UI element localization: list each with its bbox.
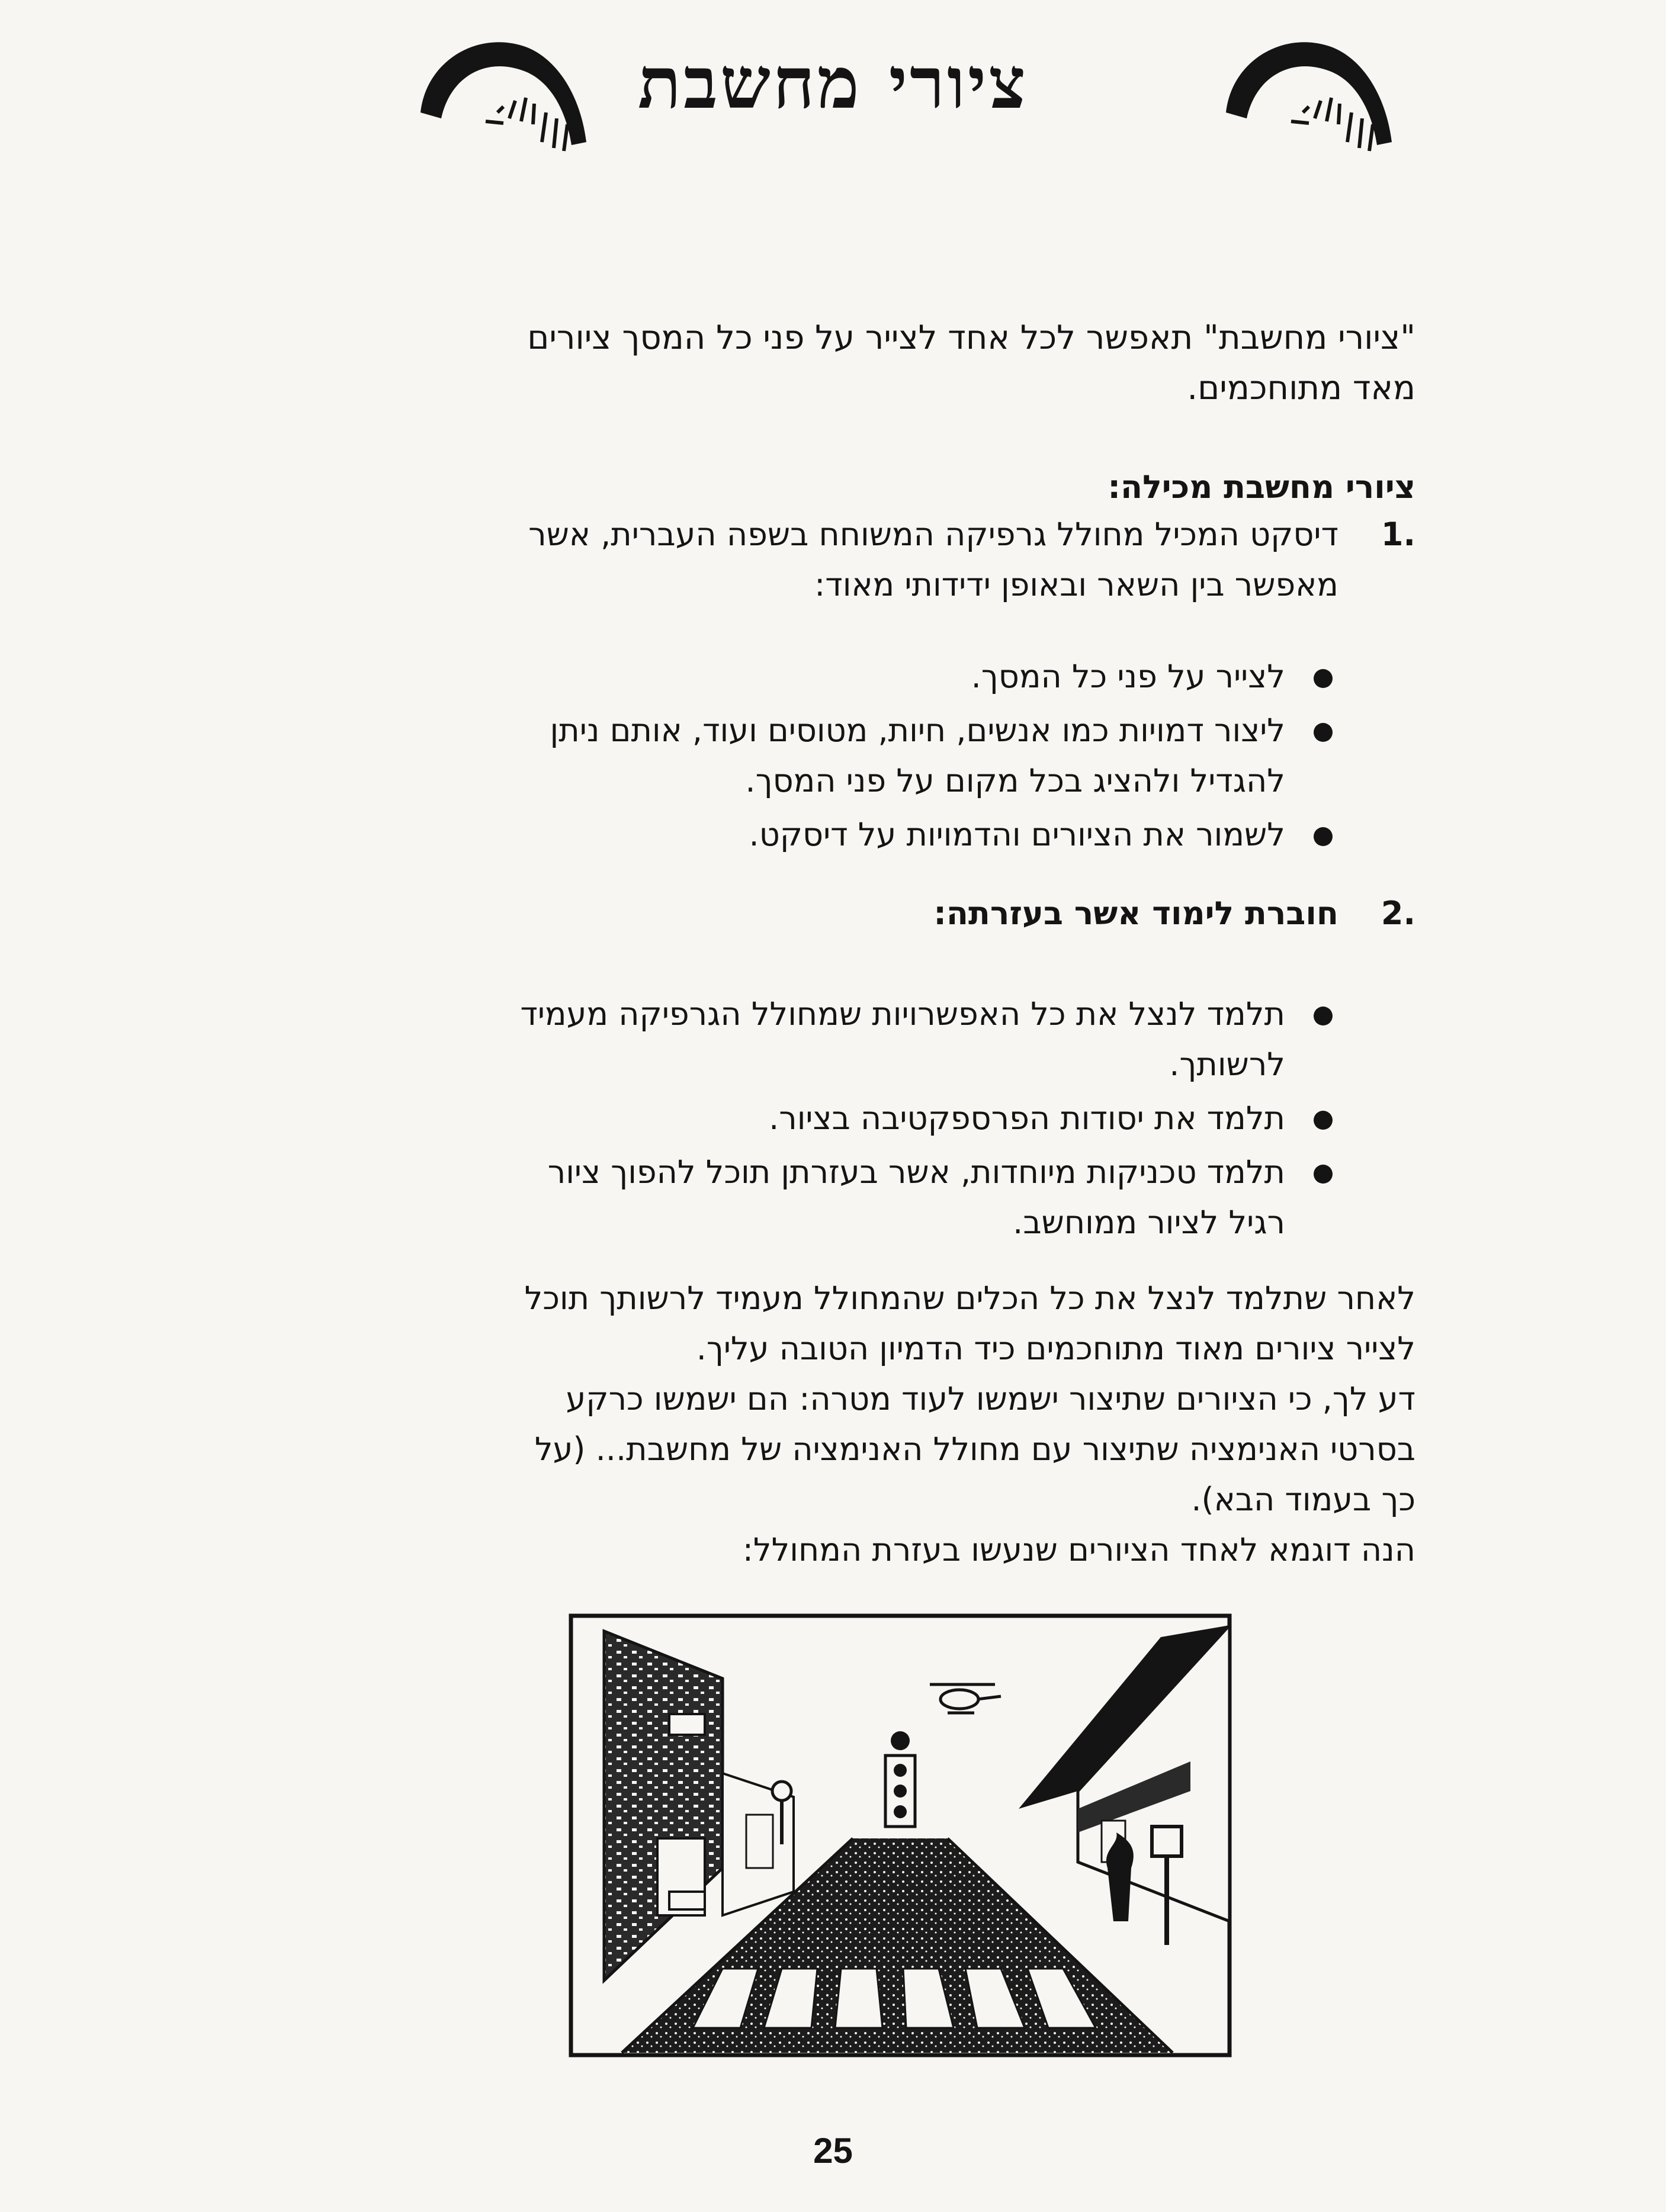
- bullet-icon: [1314, 1165, 1333, 1184]
- bullet-icon: [1314, 827, 1333, 846]
- item-text: [509, 509, 1338, 610]
- bullet-icon: [1314, 1007, 1333, 1025]
- paragraph-line: לאחר שתלמד לנצל את כל הכלים שהמחולל מעמיד לרשותך תוכל: [524, 1279, 1415, 1317]
- intro-line: מאד מתוחכמים.: [1187, 369, 1415, 407]
- paragraph-line: כך בעמוד הבא).: [1191, 1481, 1415, 1518]
- paragraph-line: בסרטי האנימציה שתיצור עם מחולל האנימציה של מחשבת... (על: [534, 1430, 1415, 1468]
- bullet-list-2: [409, 989, 1338, 1251]
- item-line: מאפשר בין השאר ובאופן ידידותי מאוד:: [814, 566, 1338, 603]
- bullet-list-1: [409, 651, 1338, 863]
- list-item-text: רגיל לציור ממוחשב.: [1013, 1204, 1285, 1241]
- item-line: דיסקט המכיל מחולל גרפיקה המשוחח בשפה העברית, אשר: [528, 516, 1338, 553]
- paragraph-line: לצייר ציורים מאוד מתוחכמים כיד הדמיון הטובה עליך.: [696, 1330, 1415, 1367]
- bullet-icon: [1314, 669, 1333, 688]
- list-item-text: להגדיל ולהציג בכל מקום על פני המסך.: [745, 762, 1285, 799]
- item-number: .2: [1381, 895, 1415, 932]
- list-item: [409, 651, 1338, 702]
- list-item: [409, 705, 1338, 806]
- bullet-icon: [1314, 1111, 1333, 1130]
- list-item: [409, 1093, 1338, 1143]
- mountain-doodle-icon: [1214, 24, 1410, 160]
- list-item-text: לשמור את הציורים והדמויות על דיסקט.: [749, 816, 1285, 853]
- list-item-text: לצייר על פני כל המסך.: [971, 658, 1285, 695]
- intro-paragraph: [415, 313, 1415, 413]
- list-item-text: תלמד לנצל את כל האפשרויות שמחולל הגרפיקה מעמיד: [520, 995, 1285, 1033]
- bullet-icon: [1314, 723, 1333, 742]
- street-perspective-drawing: [569, 1613, 1232, 2057]
- paragraph-line: דע לך, כי הציורים שתיצור ישמשו לעוד מטרה: הם ישמשו כרקע: [566, 1380, 1415, 1417]
- closing-paragraph: [415, 1273, 1415, 1575]
- list-item: [409, 809, 1338, 860]
- list-item-text: לרשותך.: [1169, 1046, 1285, 1083]
- page-number: 25: [813, 2131, 853, 2171]
- list-item-text: ליצור דמויות כמו אנשים, חיות, מטוסים ועוד, אותם ניתן: [550, 712, 1285, 749]
- intro-line: "ציורי מחשבת" תאפשר לכל אחד לצייר על פני כל המסך ציורים: [527, 319, 1415, 357]
- paragraph-line: הנה דוגמא לאחד הציורים שנעשו בעזרת המחולל:: [742, 1531, 1415, 1568]
- item-text: חוברת לימוד אשר בעזרתה:: [933, 895, 1338, 932]
- contains-heading: ציורי מחשבת מכילה:: [1108, 468, 1415, 506]
- item-number: .1: [1381, 516, 1415, 553]
- list-item: [409, 1147, 1338, 1248]
- list-item-text: תלמד טכניקות מיוחדות, אשר בעזרתן תוכל להפוך ציור: [547, 1153, 1285, 1191]
- list-item-text: תלמד את יסודות הפרספקטיבה בציור.: [769, 1099, 1285, 1137]
- list-item: [409, 989, 1338, 1089]
- page-title: ציורי מחשבת: [637, 41, 1029, 125]
